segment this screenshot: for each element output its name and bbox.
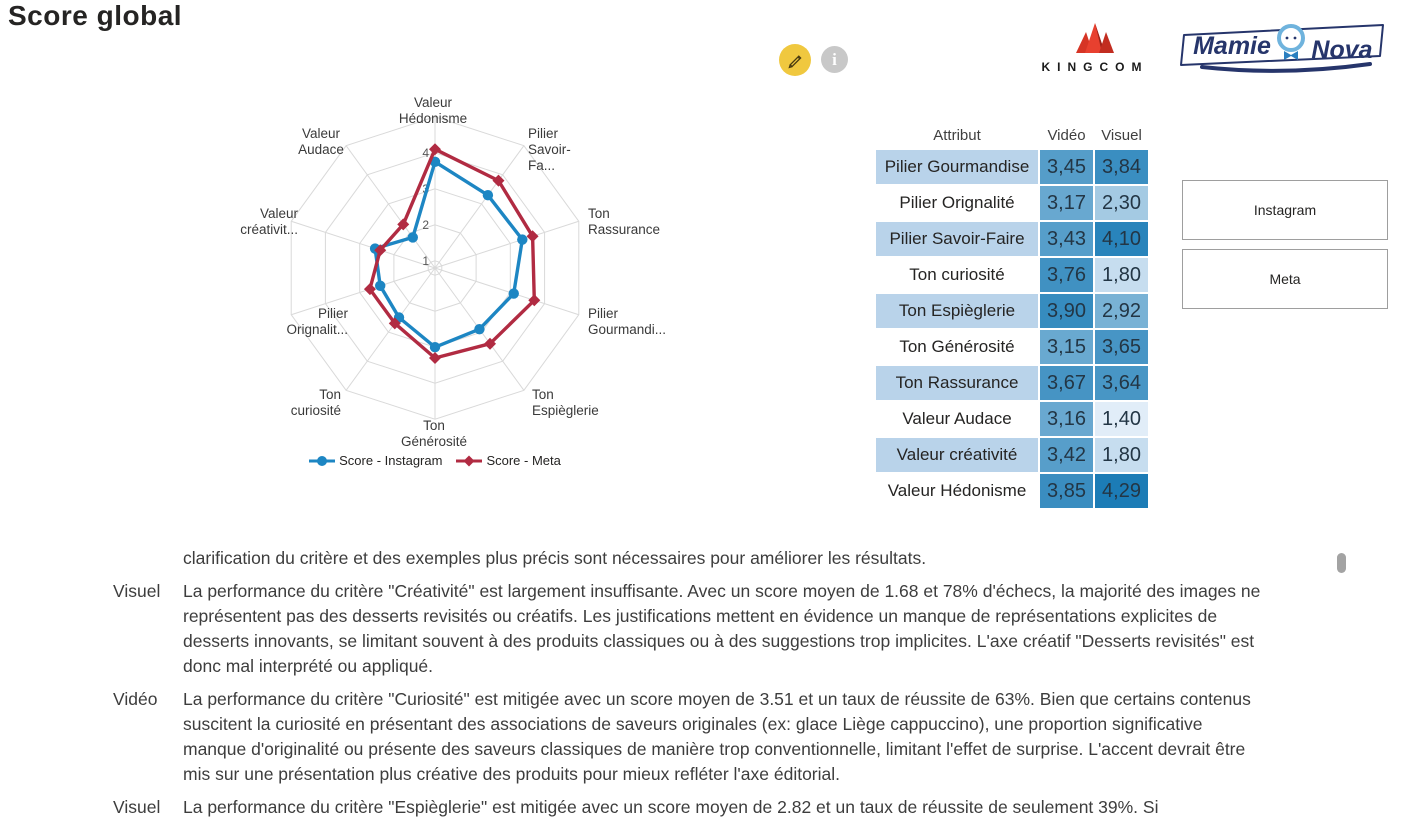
radar-axis-label: Valeur — [301, 126, 341, 141]
cell-attribut: Ton Rassurance — [876, 366, 1038, 400]
cell-video-score: 3,16 — [1040, 402, 1093, 436]
cell-visuel-score: 3,65 — [1095, 330, 1148, 364]
radar-tick-label: 3 — [422, 181, 429, 196]
data-point-marker — [517, 234, 527, 244]
data-point-marker — [408, 232, 418, 242]
table-row[interactable] — [876, 294, 1148, 328]
data-point-marker — [430, 342, 440, 352]
comment-type-label: Visuel — [113, 581, 161, 601]
radar-axis-label: Ton — [588, 206, 610, 221]
data-point-marker — [509, 288, 519, 298]
cell-video-score: 3,85 — [1040, 474, 1093, 508]
table-row[interactable] — [876, 222, 1148, 256]
radar-plot-area — [180, 85, 690, 451]
radar-axis-label: Espièglerie — [532, 403, 599, 418]
legend-marker-icon — [456, 455, 482, 467]
mamie-text: Mamie — [1193, 32, 1271, 60]
radar-axis-spoke — [435, 221, 579, 268]
cell-video-score: 3,42 — [1040, 438, 1093, 472]
cell-visuel-score: 1,80 — [1095, 438, 1148, 472]
legend-item-meta[interactable] — [456, 453, 560, 468]
comment-row — [113, 687, 1278, 787]
data-point-marker — [375, 281, 385, 291]
cell-video-score: 3,67 — [1040, 366, 1093, 400]
radar-axis-label: Pilier — [588, 306, 619, 321]
cell-video-score: 3,15 — [1040, 330, 1093, 364]
info-icon: i — [832, 49, 837, 69]
column-header-attribut[interactable]: Attribut — [933, 126, 981, 144]
radar-axis-label: Pilier — [528, 126, 559, 141]
radar-axis-label: curiosité — [290, 403, 341, 418]
mamie-nova-logo — [1178, 18, 1390, 76]
table-row[interactable] — [876, 402, 1148, 436]
cell-visuel-score: 1,80 — [1095, 258, 1148, 292]
radar-axis-label: Orignalit... — [286, 322, 348, 337]
radar-axis-spoke — [291, 268, 435, 315]
table-row[interactable] — [876, 474, 1148, 508]
radar-axis-label: Fa... — [528, 158, 556, 173]
column-header-visuel[interactable]: Visuel — [1101, 126, 1142, 144]
radar-chart — [180, 85, 690, 485]
instagram-filter-button[interactable]: Instagram — [1182, 180, 1388, 240]
radar-axis-label: Ton — [423, 418, 445, 433]
grandma-icon — [1279, 26, 1303, 50]
cell-attribut: Ton Espièglerie — [876, 294, 1038, 328]
radar-axis-label: Audace — [298, 142, 344, 157]
comment-row — [113, 546, 1278, 571]
chart-legend — [180, 453, 690, 468]
data-point-marker — [474, 324, 484, 334]
comment-type-label: Visuel — [113, 797, 161, 817]
cell-video-score: 3,17 — [1040, 186, 1093, 220]
comment-text: La performance du critère "Espièglerie" est mitigée avec un score moyen de 2.82 et un taux de réussite de seulement 39%. Si — [183, 797, 1159, 817]
cell-attribut: Ton curiosité — [876, 258, 1038, 292]
info-button[interactable] — [821, 46, 848, 73]
radar-axis-label: Valeur — [259, 206, 298, 221]
radar-axis-label: Ton — [532, 387, 554, 402]
data-point-marker — [429, 143, 441, 155]
comment-type-label: Vidéo — [113, 689, 158, 709]
cell-visuel-score: 2,30 — [1095, 186, 1148, 220]
radar-axis-label: Savoir- — [528, 142, 571, 157]
table-row[interactable] — [876, 150, 1148, 184]
comment-type-label — [113, 546, 175, 571]
comment-row — [113, 795, 1278, 820]
column-header-video[interactable]: Vidéo — [1047, 126, 1086, 144]
cell-attribut: Pilier Gourmandise — [876, 150, 1038, 184]
cell-attribut: Pilier Savoir-Faire — [876, 222, 1038, 256]
cell-video-score: 3,43 — [1040, 222, 1093, 256]
kingcom-crown-icon — [1052, 22, 1138, 54]
page-title: Score global — [8, 0, 183, 31]
platform-buttons — [1182, 180, 1388, 318]
meta-filter-button[interactable]: Meta — [1182, 249, 1388, 309]
data-point-marker — [483, 190, 493, 200]
scores-table — [874, 120, 1150, 510]
table-row[interactable] — [876, 258, 1148, 292]
comment-text: La performance du critère "Curiosité" est mitigée avec un score moyen de 3.51 et un taux de réussite de 63%. Bien que certains contenus suscitent la curiosité en présentant des associations de saveurs originales (ex: glace Liège cappuccino), une proportion significative manque d'originalité ou présente des saveurs classiques de manière trop conventionnelle, limitant l'effet de surprise. L'accent devrait être mis sur une présentation plus créative des produits pour mieux refléter l'axe éditorial. — [183, 689, 1251, 784]
radar-tick-label: 4 — [422, 145, 429, 160]
legend-label: Score - Instagram — [339, 453, 443, 468]
radar-axis-label: Générosité — [400, 434, 468, 449]
cell-attribut: Pilier Orignalité — [876, 186, 1038, 220]
legend-marker-icon — [309, 455, 335, 467]
comment-text: clarification du critère et des exemples plus précis sont nécessaires pour améliorer les résultats. — [183, 548, 927, 568]
table-row[interactable] — [876, 366, 1148, 400]
radar-axis-label: créativit... — [240, 222, 298, 237]
radar-axis-spoke — [291, 221, 435, 268]
cell-visuel-score: 3,84 — [1095, 150, 1148, 184]
radar-axis-label: Gourmandi... — [588, 322, 667, 337]
cell-video-score: 3,90 — [1040, 294, 1093, 328]
cell-visuel-score: 4,10 — [1095, 222, 1148, 256]
legend-label: Score - Meta — [486, 453, 561, 468]
pencil-icon — [786, 51, 804, 69]
cell-visuel-score: 2,92 — [1095, 294, 1148, 328]
scrollbar-thumb[interactable] — [1337, 553, 1346, 573]
comment-row — [113, 579, 1278, 679]
cell-attribut: Valeur créativité — [876, 438, 1038, 472]
cell-visuel-score: 3,64 — [1095, 366, 1148, 400]
table-row[interactable] — [876, 330, 1148, 364]
nova-text: Nova — [1311, 36, 1373, 64]
radar-axis-label: Hédonisme — [398, 111, 468, 126]
radar-axis-spoke — [435, 268, 579, 315]
radar-tick-label: 1 — [422, 253, 429, 268]
radar-tick-label: 2 — [422, 217, 429, 232]
cell-visuel-score: 4,29 — [1095, 474, 1148, 508]
kingcom-logo — [1030, 22, 1160, 72]
radar-axis-label: Rassurance — [588, 222, 661, 237]
cell-attribut: Ton Générosité — [876, 330, 1038, 364]
cell-attribut: Valeur Hédonisme — [876, 474, 1038, 508]
comments-panel — [113, 546, 1278, 828]
comment-text: La performance du critère "Créativité" est largement insuffisante. Avec un score moyen de 1.68 et 78% d'échecs, la majorité des images ne représentent pas des desserts revisités ou créatifs. Les justifications mettent en évidence un manque de représentations explicites de desserts innovants, se limitant souvent à des produits classiques ou à des suggestions trop implicites. L'axe créatif "Desserts revisités" est donc mal interprété ou appliqué. — [183, 581, 1261, 676]
cell-video-score: 3,45 — [1040, 150, 1093, 184]
legend-item-instagram[interactable] — [309, 453, 442, 468]
table-header-row — [876, 122, 1148, 148]
radar-axis-label: Ton — [319, 387, 341, 402]
radar-axis-label: Valeur — [413, 95, 453, 110]
cell-visuel-score: 1,40 — [1095, 402, 1148, 436]
cell-video-score: 3,76 — [1040, 258, 1093, 292]
cell-attribut: Valeur Audace — [876, 402, 1038, 436]
table-row[interactable] — [876, 186, 1148, 220]
edit-button[interactable] — [779, 44, 811, 76]
radar-axis-label: Pilier — [317, 306, 348, 321]
table-row[interactable] — [876, 438, 1148, 472]
kingcom-wordmark: KINGCOM — [1041, 60, 1149, 74]
